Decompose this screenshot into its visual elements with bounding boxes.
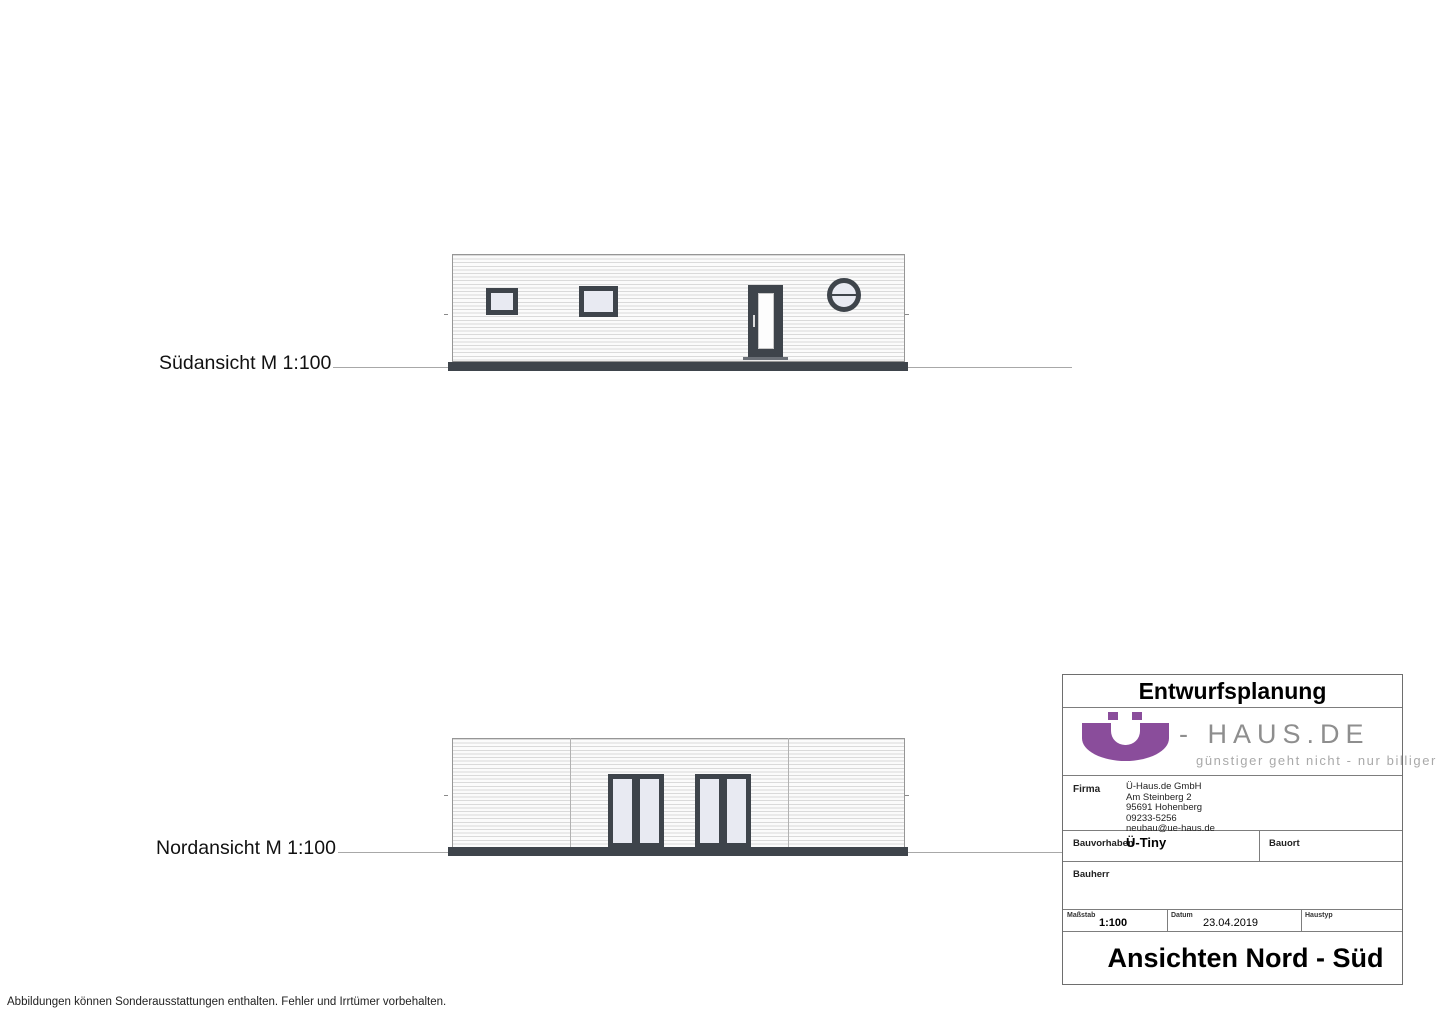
south-elevation-label: Südansicht M 1:100 [159, 352, 332, 374]
bauherr-row [1063, 862, 1402, 910]
south-door-threshold [743, 357, 788, 360]
firma-address [1126, 782, 1215, 835]
massstab-value: 1:100 [1099, 917, 1128, 929]
haustyp-label: Haustyp [1305, 912, 1333, 919]
south-entry-door [748, 285, 783, 357]
firma-line-email: neubau@ue-haus.de [1126, 823, 1215, 835]
brand-wordmark: - HAUS.DE [1179, 719, 1370, 749]
south-plinth [448, 362, 908, 371]
south-window-1 [486, 288, 518, 315]
south-door-glass [758, 293, 774, 349]
bauherr-label: Bauherr [1073, 869, 1110, 880]
firma-row [1063, 776, 1402, 835]
title-block-logo-row [1063, 708, 1437, 776]
firma-line-company: Ü-Haus.de GmbH [1126, 781, 1202, 792]
north-right-tick [905, 795, 909, 796]
north-french-door-2 [695, 774, 751, 848]
massstab-label: Maßstab [1067, 912, 1096, 919]
south-door-handle [753, 315, 755, 327]
brand-tagline: günstiger geht nicht - nur billiger [1196, 753, 1437, 768]
umlaut-dot-icon [1108, 712, 1118, 720]
north-door-2-pane-right [727, 779, 746, 843]
firma-line-street: Am Steinberg 2 [1126, 791, 1192, 803]
title-block-header [1063, 675, 1402, 708]
title-block [1062, 674, 1437, 985]
footer-disclaimer: Abbildungen können Sonderausstattungen enthalten. Fehler und Irrtümer vorbehalten. [7, 996, 447, 1008]
meta-divider-1 [1167, 910, 1168, 931]
north-module-joint-1 [570, 738, 571, 848]
project-row-divider [1259, 831, 1260, 861]
bauvorhaben-label: Bauvorhaben [1073, 838, 1134, 849]
bauort-label: Bauort [1269, 838, 1300, 849]
north-facade-wall [452, 738, 905, 848]
north-elevation-label: Nordansicht M 1:100 [156, 837, 336, 859]
north-door-1-pane-right [640, 779, 659, 843]
north-door-2-pane-left [700, 779, 719, 843]
sheet-title-row [1063, 932, 1402, 985]
south-left-tick [444, 314, 448, 315]
north-left-tick [444, 795, 448, 796]
north-french-door-1 [608, 774, 664, 848]
project-row [1063, 831, 1402, 862]
north-door-1-pane-left [613, 779, 632, 843]
south-porthole-window [827, 278, 861, 312]
plan-stage-title: Entwurfsplanung [1138, 678, 1327, 704]
firma-label: Firma [1073, 784, 1101, 795]
brand-u-notch [1111, 723, 1140, 745]
umlaut-dot-icon [1132, 712, 1142, 720]
meta-divider-2 [1301, 910, 1302, 931]
brand-u-icon [1082, 723, 1169, 761]
datum-value: 23.04.2019 [1203, 917, 1259, 929]
south-right-tick [905, 314, 909, 315]
firma-line-phone: 09233-5256 [1126, 812, 1177, 824]
meta-row [1063, 910, 1402, 932]
sheet-title: Ansichten Nord - Süd [1107, 943, 1384, 973]
datum-label: Datum [1171, 912, 1193, 919]
north-plinth [448, 847, 908, 856]
firma-line-city: 95691 Hohenberg [1126, 802, 1203, 814]
south-window-2 [579, 286, 618, 317]
south-porthole-bar [830, 294, 858, 296]
bauvorhaben-value: Ü-Tiny [1126, 835, 1167, 850]
north-module-joint-2 [788, 738, 789, 848]
